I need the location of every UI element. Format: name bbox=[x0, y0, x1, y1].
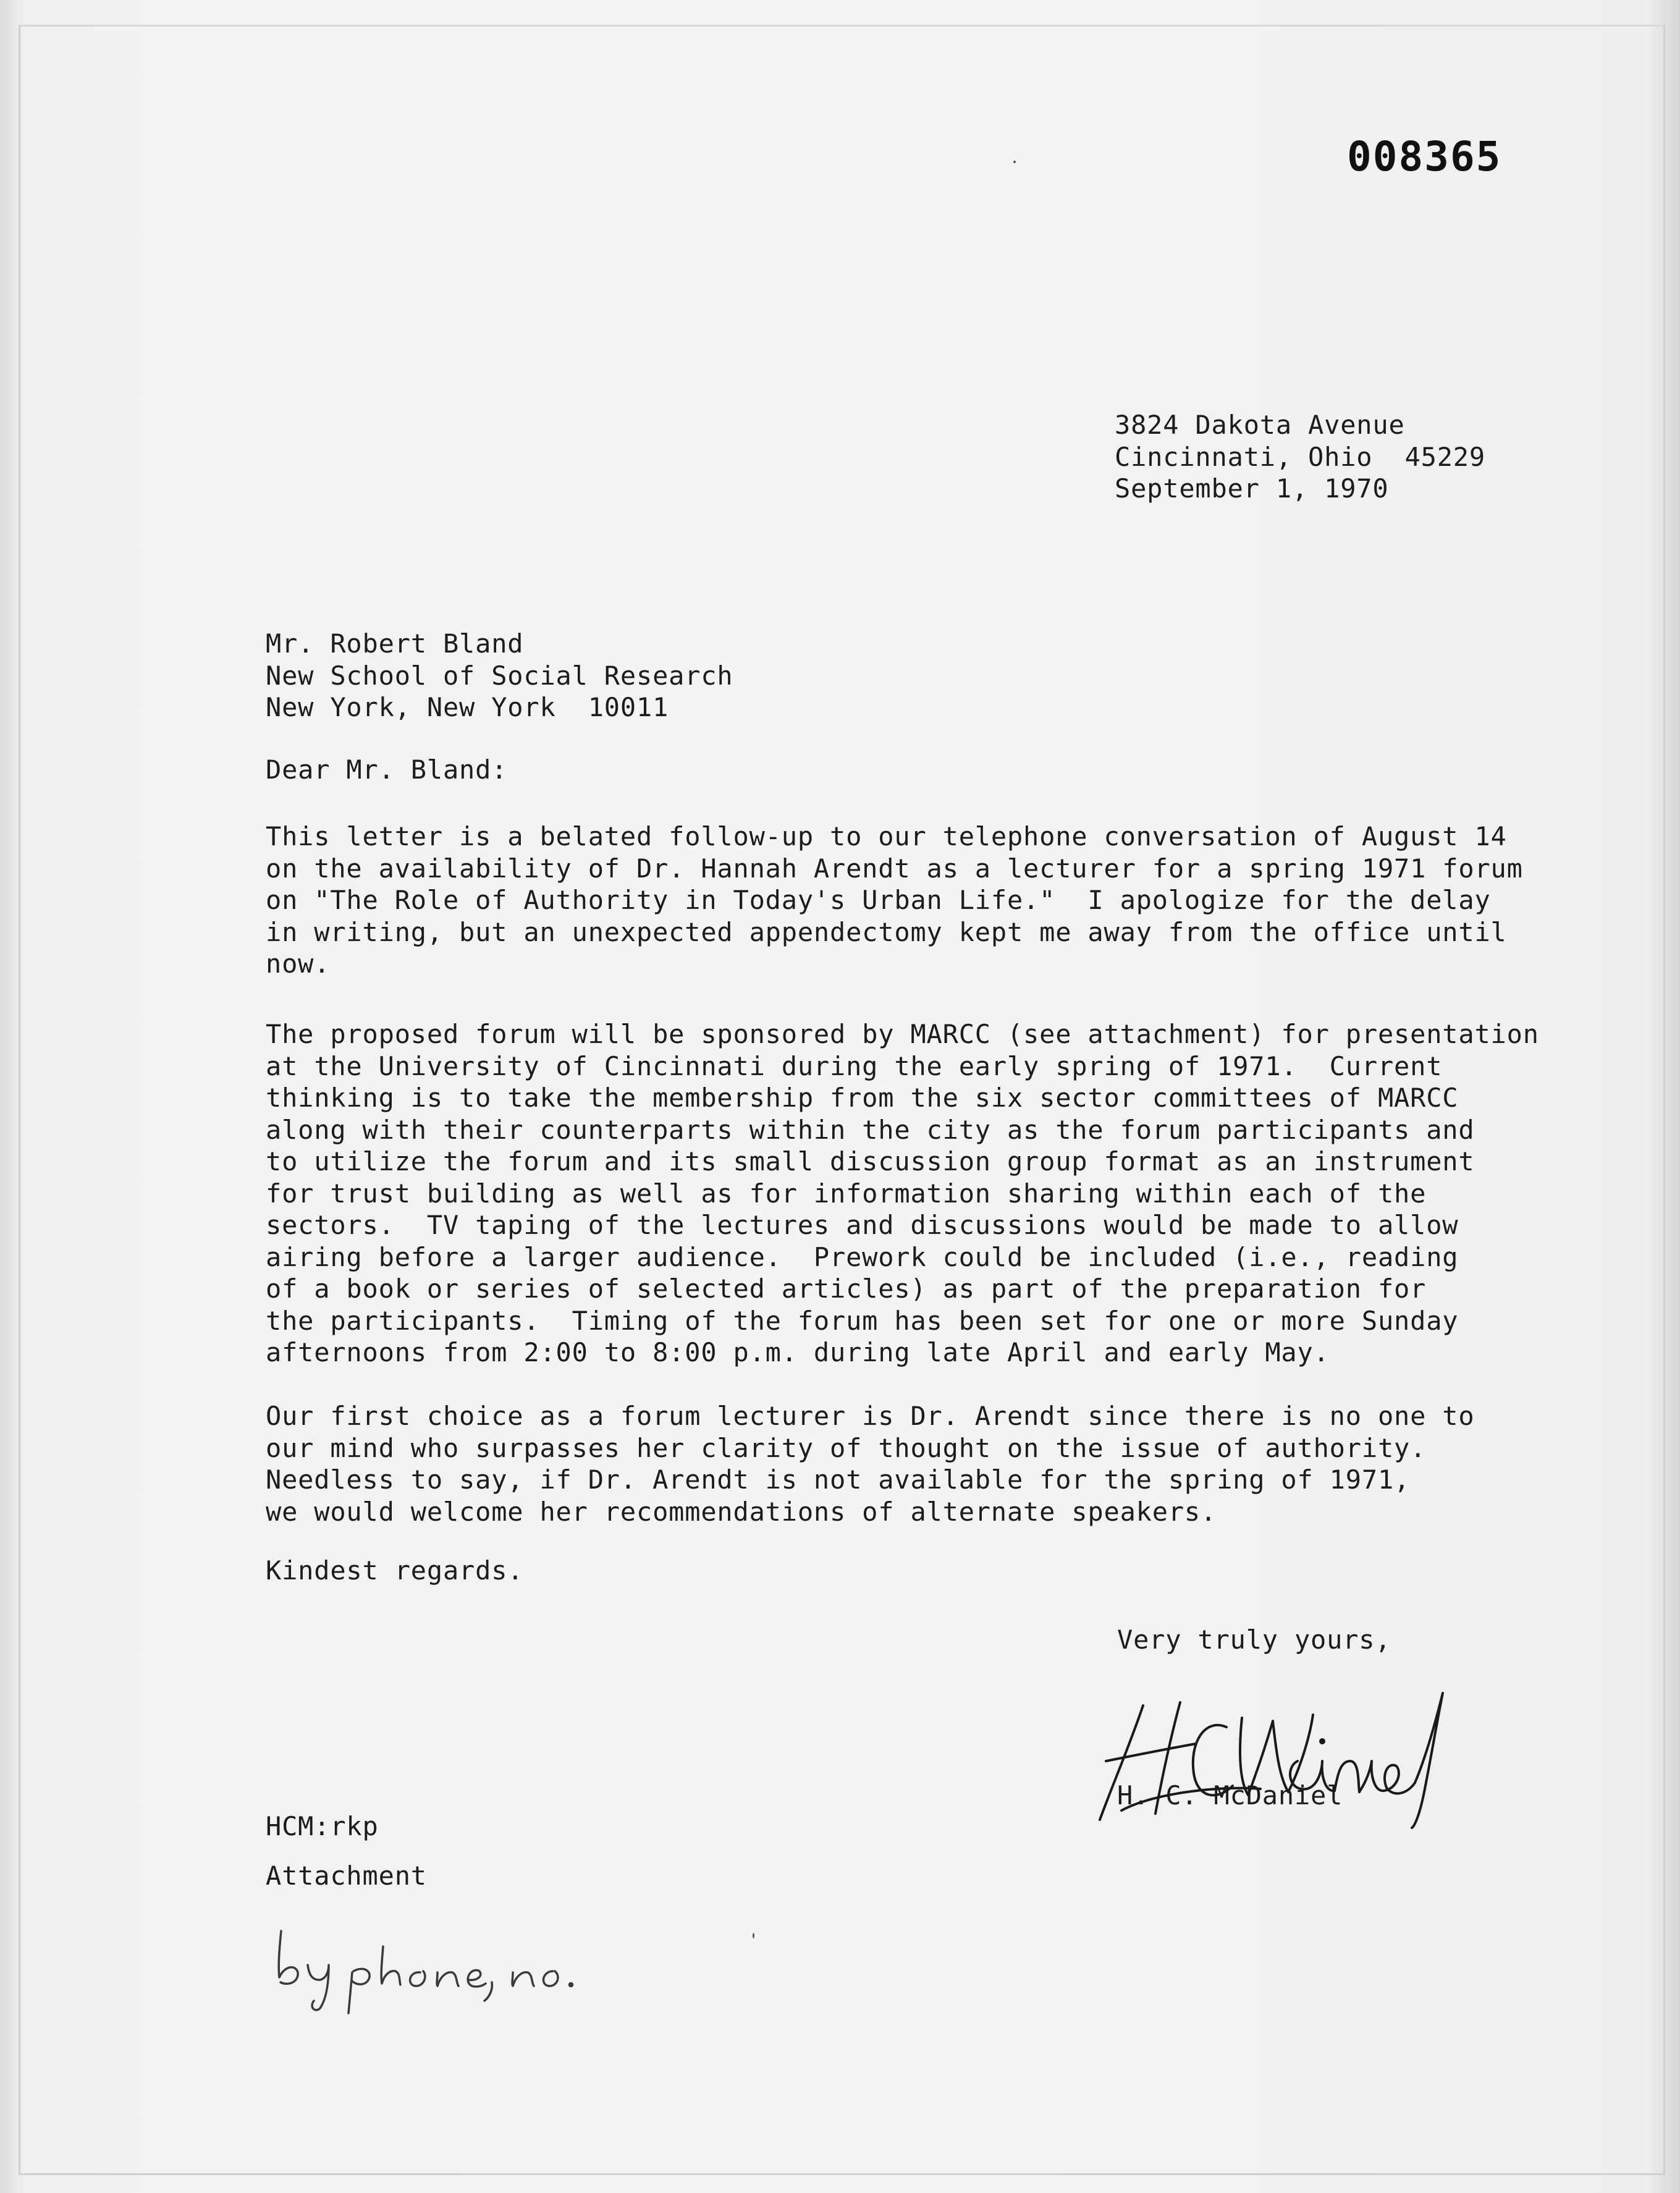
paragraph-line: on the availability of Dr. Hannah Arendt as a lecturer for a spring 1971 forum bbox=[266, 853, 1523, 884]
paragraph-line: in writing, but an unexpected appendectomy kept me away from the office until bbox=[266, 916, 1507, 947]
salutation: Dear Mr. Bland: bbox=[266, 754, 508, 785]
paragraph-line: Our first choice as a forum lecturer is Dr. Arendt since there is no one to bbox=[266, 1401, 1475, 1431]
paragraph-line: along with their counterparts within the city as the forum participants and bbox=[266, 1114, 1475, 1145]
recipient-address-block bbox=[266, 628, 733, 724]
signer-name: H. C. McDaniel bbox=[1117, 1780, 1343, 1811]
paragraph-line: airing before a larger audience. Prework could be included (i.e., reading bbox=[266, 1241, 1459, 1272]
paragraph-line: thinking is to take the membership from the six sector committees of MARCC bbox=[266, 1083, 1459, 1113]
paragraph-2 bbox=[266, 1018, 1563, 1369]
recipient-name: Mr. Robert Bland bbox=[266, 628, 524, 659]
paragraph-line: afternoons from 2:00 to 8:00 p.m. during late April and early May. bbox=[266, 1337, 1330, 1367]
paragraph-line: the participants. Timing of the forum has been set for one or more Sunday bbox=[266, 1305, 1459, 1336]
valediction: Very truly yours, bbox=[1117, 1625, 1391, 1655]
paper-speck bbox=[1013, 161, 1016, 163]
closing-regards: Kindest regards. bbox=[266, 1555, 524, 1586]
letter-date: September 1, 1970 bbox=[1115, 473, 1389, 504]
paragraph-line: Needless to say, if Dr. Arendt is not available for the spring of 1971, bbox=[266, 1464, 1411, 1495]
sender-street: 3824 Dakota Avenue bbox=[1115, 410, 1405, 440]
paragraph-line: of a book or series of selected articles) as part of the preparation for bbox=[266, 1274, 1427, 1304]
paragraph-line: now. bbox=[266, 949, 331, 979]
paragraph-line: to utilize the forum and its small discussion group format as an instrument bbox=[266, 1146, 1475, 1177]
paragraph-3 bbox=[266, 1400, 1563, 1527]
paragraph-line: This letter is a belated follow-up to our telephone conversation of August 14 bbox=[266, 821, 1507, 851]
paragraph-line: for trust building as well as for information sharing within each of the bbox=[266, 1178, 1427, 1209]
paragraph-line: The proposed forum will be sponsored by MARCC (see attachment) for presentation bbox=[266, 1019, 1539, 1049]
recipient-organization: New School of Social Research bbox=[266, 660, 733, 691]
recipient-city: New York, New York 10011 bbox=[266, 692, 669, 722]
paragraph-line: sectors. TV taping of the lectures and discussions would be made to allow bbox=[266, 1210, 1459, 1240]
paragraph-line: we would welcome her recommendations of alternate speakers. bbox=[266, 1496, 1217, 1527]
handwritten-note bbox=[272, 1928, 581, 2014]
sender-city: Cincinnati, Ohio 45229 bbox=[1115, 441, 1485, 472]
enclosure-notation: Attachment bbox=[266, 1861, 427, 1891]
paragraph-line: on "The Role of Authority in Today's Urban Life." I apologize for the delay bbox=[266, 885, 1491, 915]
paper-speck bbox=[753, 1933, 754, 1938]
reference-initials: HCM:rkp bbox=[266, 1811, 379, 1841]
document-number: 008365 bbox=[1347, 133, 1502, 180]
paragraph-line: at the University of Cincinnati during the early spring of 1971. Current bbox=[266, 1050, 1443, 1081]
paragraph-1 bbox=[266, 821, 1563, 980]
paragraph-line: our mind who surpasses her clarity of thought on the issue of authority. bbox=[266, 1432, 1427, 1463]
sender-address-block bbox=[1115, 409, 1485, 505]
